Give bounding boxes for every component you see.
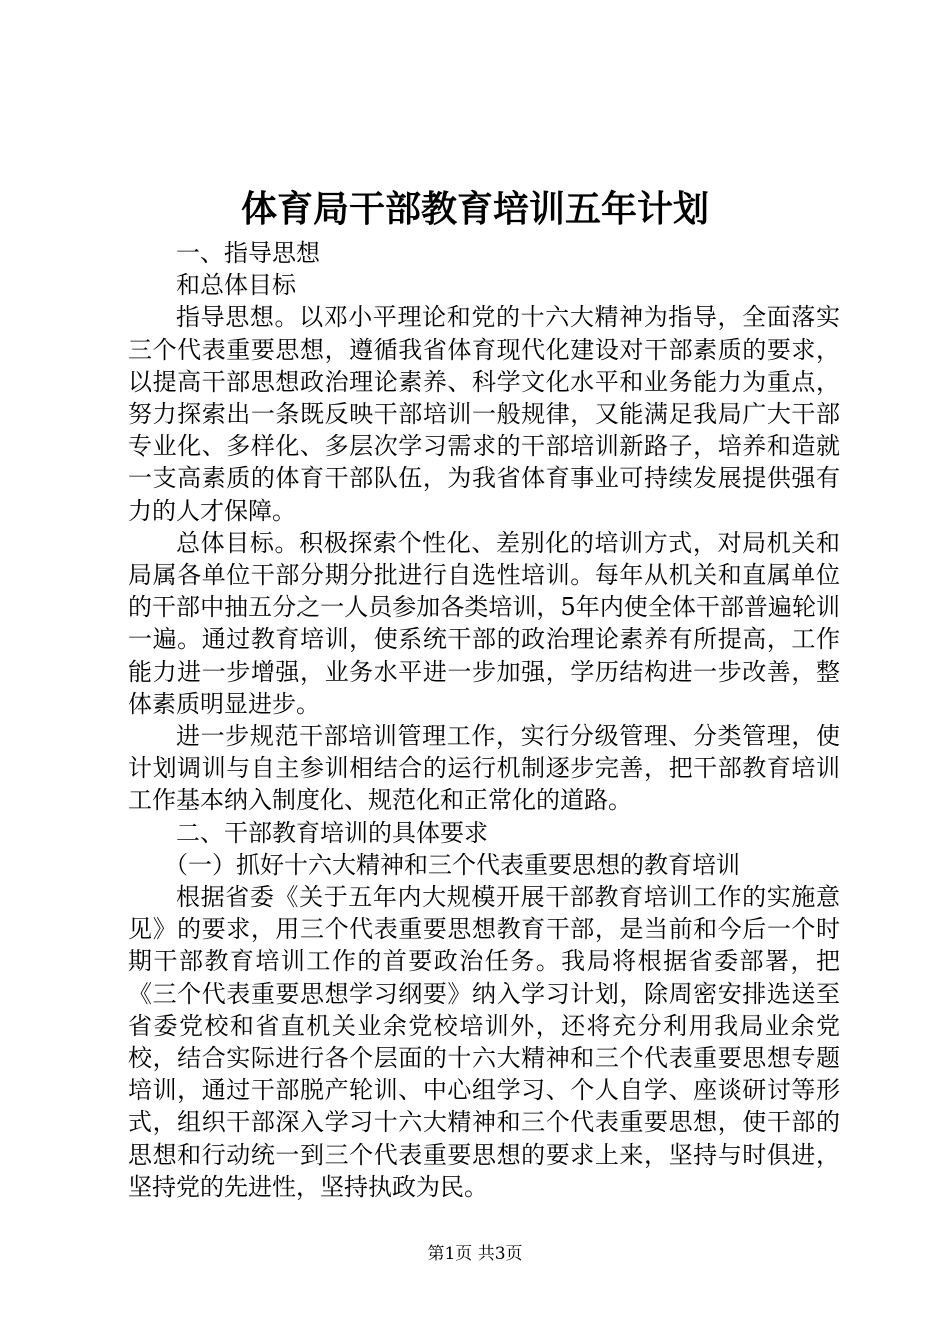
paragraph-training-details: 根据省委《关于五年内大规模开展干部教育培训工作的实施意见》的要求，用三个代表重要思想教育干部，是当前和今后一个时期干部教育培训工作的首要政治任务。我局将根据省委部署，把《三个代表重要思想学习纲要》纳入学习计划，除周密安排选送至省委党校和省直机关业余党校培训外，还将充分利用我局业余党校，结合实际进行各个层面的十六大精神和三个代表重要思想专题培训，通过干部脱产轮训、中心组学习、个人自学、座谈研讨等形式，组织干部深入学习十六大精神和三个代表重要思想，使干部的思想和行动统一到三个代表重要思想的要求上来，坚持与时俱进，坚持党的先进性，坚持执政为民。 (128, 883, 840, 1201)
paragraph-overall-goal: 总体目标。积极探索个性化、差别化的培训方式，对局机关和局属各单位干部分期分批进行自选性培训。每年从机关和直属单位的干部中抽五分之一人员参加各类培训，5年内使全体干部普遍轮训一遍。通过教育培训，使系统干部的政治理论素养有所提高，工作能力进一步增强，业务水平进一步加强，学历结构进一步改善，整体素质明显进步。 (128, 528, 840, 718)
paragraph-management: 进一步规范干部培训管理工作，实行分级管理、分类管理，使计划调训与自主参训相结合的运行机制逐步完善，把干部教育培训工作基本纳入制度化、规范化和正常化的道路。 (128, 722, 840, 815)
section-heading-1: 一、指导思想 (176, 239, 320, 267)
subsection-heading-1: （一）抓好十六大精神和三个代表重要思想的教育培训 (164, 850, 740, 879)
page-footer: 第1页 共3页 (427, 1244, 523, 1264)
section-heading-2: 二、干部教育培训的具体要求 (176, 818, 488, 847)
document-body (128, 237, 840, 1203)
paragraph-guiding-thought: 指导思想。以邓小平理论和党的十六大精神为指导，全面落实三个代表重要思想，遵循我省体育现代化建设对干部素质的要求，以提高干部思想政治理论素养、科学文化水平和业务能力为重点，努力探索出一条既反映干部培训一般规律，又能满足我局广大干部专业化、多样化、多层次学习需求的干部培训新路子，培养和造就一支高素质的体育干部队伍，为我省体育事业可持续发展提供强有力的人才保障。 (128, 303, 840, 525)
document-title: 体育局干部教育培训五年计划 (240, 188, 709, 230)
section-heading-1-continued: 和总体目标 (176, 271, 296, 300)
